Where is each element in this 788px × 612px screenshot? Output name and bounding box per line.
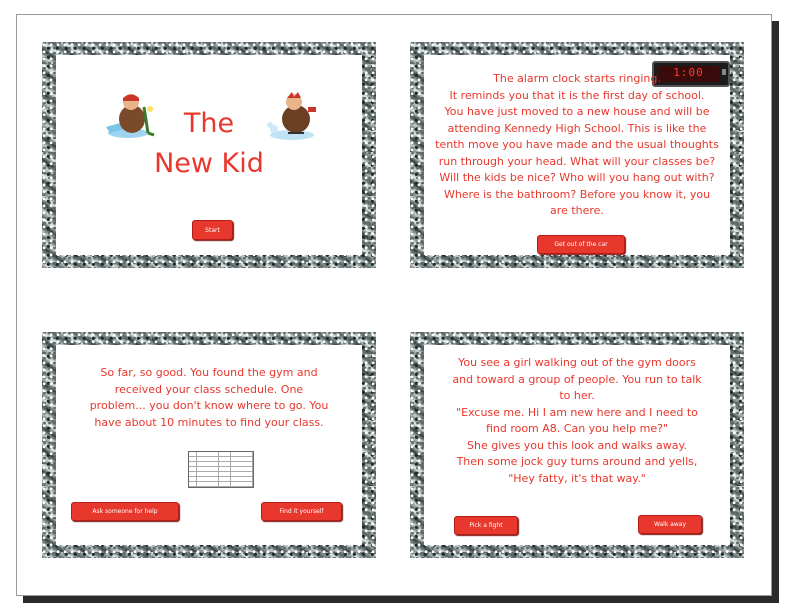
- slide-canvas: [56, 345, 362, 545]
- slide-canvas: [424, 55, 730, 255]
- story-text: So far, so good. You found the gym and received your class schedule. One problem... you don't know where to go. You have about 10 minutes to find your class.: [89, 366, 329, 429]
- ask-for-help-button[interactable]: Ask someone for help: [71, 502, 179, 521]
- start-button[interactable]: Start: [192, 220, 233, 240]
- find-it-yourself-button[interactable]: Find it yourself: [261, 502, 342, 521]
- pick-a-fight-button[interactable]: Pick a fight: [454, 516, 518, 535]
- slide-girl: [410, 332, 744, 558]
- class-schedule-icon: [188, 451, 254, 488]
- slide-alarm: [410, 42, 744, 268]
- get-out-of-car-button[interactable]: Get out of the car: [537, 235, 625, 254]
- slide-canvas: [56, 55, 362, 255]
- walk-away-button[interactable]: Walk away: [638, 515, 702, 534]
- title-line-1: The: [183, 108, 235, 139]
- slide-canvas: [424, 345, 730, 545]
- story-text: You see a girl walking out of the gym doors and toward a group of people. You run to talk to her. "Excuse me. Hi I am new here and I need to find room A8. Can you help me?" She gives you this look and walks away. Then some jock guy turns around and yells, "Hey fatty, it's that way.": [452, 356, 702, 485]
- slide-title: [42, 42, 376, 268]
- alarm-clock-icon: 1:00: [652, 61, 730, 87]
- story-text: The alarm clock starts ringing. It reminds you that it is the first day of school. You have just moved to a new house and will be attending Kennedy High School. This is like the tenth move you have made and the usual thoughts run through your head. What will your classes be? Will the kids be nice? Who will you hang out with? Where is the bathroom? Before you know it, you are there.: [435, 72, 719, 217]
- title-line-2: New Kid: [154, 148, 264, 179]
- slide-gym: [42, 332, 376, 558]
